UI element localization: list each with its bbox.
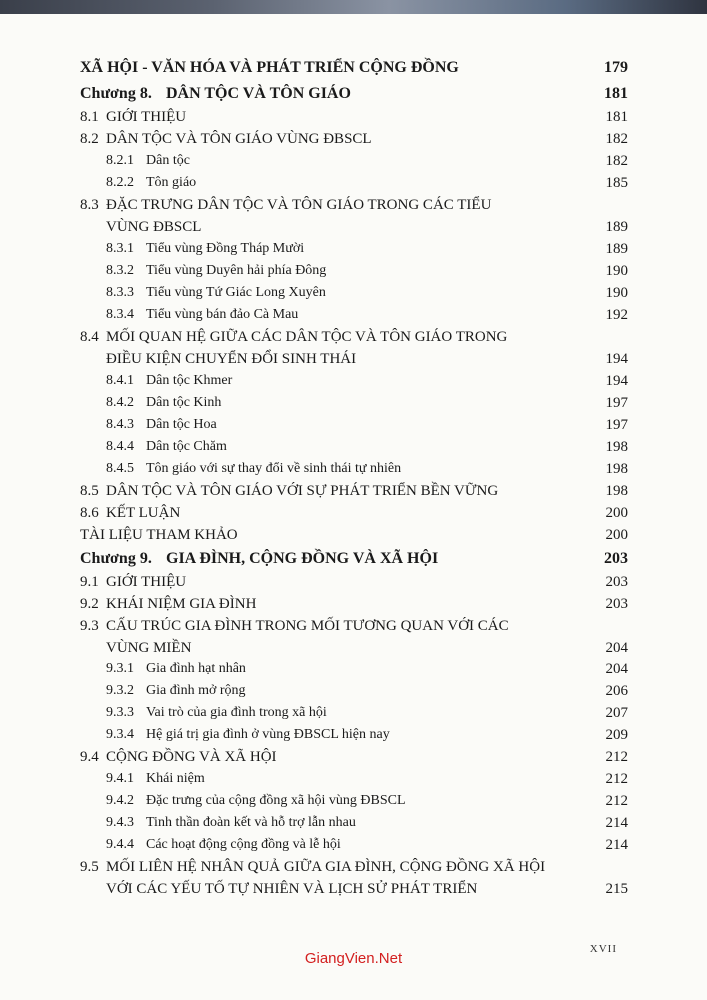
toc-entry-title: GIỚI THIỆU [106, 109, 187, 125]
toc-entry-title-continued: VÙNG MIỀN [106, 640, 192, 656]
toc-entry-page-number: 204 [605, 661, 628, 677]
toc-entry-page-number: 194 [605, 373, 628, 389]
toc-entry-page-number: 190 [605, 285, 628, 301]
toc-entry-number: 9.4.3 [106, 815, 134, 830]
toc-entry-page-number: 192 [605, 307, 628, 323]
toc-entry-title: Khái niệm [146, 771, 205, 786]
toc-entry-title: XÃ HỘI - VĂN HÓA VÀ PHÁT TRIỂN CỘNG ĐỒNG [80, 59, 459, 76]
toc-entry-page-number: 204 [605, 640, 628, 656]
toc-entry-page-number: 209 [605, 727, 628, 743]
toc-entry-page-number: 189 [605, 219, 628, 235]
toc-entry-title: MỐI QUAN HỆ GIỮA CÁC DÂN TỘC VÀ TÔN GIÁO TRONG [106, 329, 508, 345]
toc-entry-number: Chương 9. [80, 550, 152, 567]
toc-entry-number: 8.1 [80, 109, 99, 125]
toc-entry-page-number: 182 [605, 153, 628, 169]
toc-entry-page-number: 198 [605, 461, 628, 477]
toc-entry-page-number: 206 [605, 683, 628, 699]
toc-entry-page-number: 189 [605, 241, 628, 257]
toc-entry-page-number: 198 [605, 483, 628, 499]
toc-entry-title: Vai trò của gia đình trong xã hội [146, 705, 327, 720]
toc-entry-title: KẾT LUẬN [106, 505, 181, 521]
toc-entry-number: 9.1 [80, 574, 99, 590]
toc-entry-page-number: 194 [605, 351, 628, 367]
toc-entry-number: 9.3.2 [106, 683, 134, 698]
toc-entry-title: CẤU TRÚC GIA ĐÌNH TRONG MỐI TƯƠNG QUAN VỚI CÁC [106, 618, 509, 634]
toc-entry-number: 9.2 [80, 596, 99, 612]
toc-entry-number: 8.3.4 [106, 307, 134, 322]
toc-entry-title: ĐẶC TRƯNG DÂN TỘC VÀ TÔN GIÁO TRONG CÁC TIỂU [106, 197, 492, 213]
toc-entry-title: Đặc trưng của cộng đồng xã hội vùng ĐBSCL [146, 793, 406, 808]
toc-entry-title: Dân tộc Khmer [146, 373, 233, 388]
toc-entry-title: Tiểu vùng Duyên hải phía Đông [146, 263, 327, 278]
toc-entry-number: 8.3.2 [106, 263, 134, 278]
toc-entry-number: 8.6 [80, 505, 99, 521]
toc-entry-page-number: 198 [605, 439, 628, 455]
toc-entry-title: GIA ĐÌNH, CỘNG ĐỒNG VÀ XÃ HỘI [166, 550, 439, 567]
toc-entry-number: 9.4.1 [106, 771, 134, 786]
toc-entry-page-number: 181 [604, 85, 628, 102]
toc-entry-title-continued: VỚI CÁC YẾU TỐ TỰ NHIÊN VÀ LỊCH SỬ PHÁT TRIỂN [106, 881, 478, 897]
toc-entry-number: 9.4.2 [106, 793, 134, 808]
toc-entry-number: 9.3.3 [106, 705, 134, 720]
toc-entry-title: Tiểu vùng Đồng Tháp Mười [146, 241, 305, 256]
toc-entry-page-number: 214 [605, 837, 628, 853]
toc-entry-title: Tinh thần đoàn kết và hỗ trợ lẫn nhau [146, 815, 356, 830]
toc-entry-page-number: 212 [605, 771, 628, 787]
toc-entry-title: Các hoạt động cộng đồng và lễ hội [146, 837, 341, 852]
toc-entry-page-number: 197 [605, 395, 628, 411]
toc-entry-title: Dân tộc [146, 153, 190, 168]
toc-entry-page-number: 212 [605, 749, 628, 765]
toc-entry-number: 8.3.1 [106, 241, 134, 256]
toc-entry-number: 9.4.4 [106, 837, 134, 852]
toc-entry-number: 8.4 [80, 329, 99, 345]
toc-entry-title: Dân tộc Kinh [146, 395, 222, 410]
toc-entry-title: Tiểu vùng bán đảo Cà Mau [146, 307, 299, 322]
toc-entry-number: 9.4 [80, 749, 99, 765]
toc-entry-page-number: 203 [604, 550, 628, 567]
toc-entry-page-number: 190 [605, 263, 628, 279]
toc-entry-number: 9.5 [80, 859, 99, 875]
toc-entry-number: 8.4.5 [106, 461, 134, 476]
toc-entry-number: 8.2.2 [106, 175, 134, 190]
toc-entry-title: MỐI LIÊN HỆ NHÂN QUẢ GIỮA GIA ĐÌNH, CỘNG ĐỒNG XÃ HỘI [106, 859, 546, 875]
toc-entry-title: Gia đình hạt nhân [146, 661, 246, 676]
toc-entry-number: 8.4.3 [106, 417, 134, 432]
toc-entry-page-number: 215 [605, 881, 628, 897]
toc-entry-title: TÀI LIỆU THAM KHẢO [80, 527, 238, 543]
toc-entry-page-number: 212 [605, 793, 628, 809]
toc-entry-page-number: 197 [605, 417, 628, 433]
toc-entry-title-continued: ĐIỀU KIỆN CHUYỂN ĐỔI SINH THÁI [106, 351, 357, 367]
toc-entry-title: Tôn giáo [146, 175, 197, 190]
toc-entry-title: DÂN TỘC VÀ TÔN GIÁO VÙNG ĐBSCL [106, 131, 372, 147]
footer-page-number: XVII [589, 943, 617, 955]
toc-entry-title: Dân tộc Hoa [146, 417, 217, 432]
toc-entry-page-number: 179 [604, 59, 628, 76]
toc-entry-number: 8.4.2 [106, 395, 134, 410]
toc-entry-title: Gia đình mở rộng [146, 683, 246, 698]
toc-entry-title: DÂN TỘC VÀ TÔN GIÁO VỚI SỰ PHÁT TRIỂN BỀN VỮNG [106, 483, 499, 499]
toc-entry-number: Chương 8. [80, 85, 152, 102]
toc-entry-number: 9.3.1 [106, 661, 134, 676]
toc-entry-number: 8.4.1 [106, 373, 134, 388]
toc-entry-page-number: 214 [605, 815, 628, 831]
toc-entry-title: Tiểu vùng Tứ Giác Long Xuyên [146, 285, 326, 300]
top-edge-strip [0, 0, 707, 14]
toc-entry-number: 8.2.1 [106, 153, 134, 168]
toc-entry-number: 8.2 [80, 131, 99, 147]
toc-entry-page-number: 200 [605, 505, 628, 521]
toc-entry-number: 8.3.3 [106, 285, 134, 300]
toc-entry-page-number: 207 [605, 705, 628, 721]
toc-entry-page-number: 182 [605, 131, 628, 147]
toc-entry-page-number: 203 [605, 574, 628, 590]
toc-entry-title: KHÁI NIỆM GIA ĐÌNH [106, 596, 257, 612]
toc-entry-number: 8.5 [80, 483, 99, 499]
watermark-text: GiangVien.Net [304, 950, 403, 967]
toc-entry-title: Tôn giáo với sự thay đổi về sinh thái tự nhiên [146, 461, 402, 476]
toc-entry-title: Hệ giá trị gia đình ở vùng ĐBSCL hiện nay [146, 727, 390, 742]
toc-entry-title: DÂN TỘC VÀ TÔN GIÁO [166, 85, 351, 102]
toc-entry-number: 8.4.4 [106, 439, 134, 454]
toc-entry-title: Dân tộc Chăm [146, 439, 227, 454]
toc-entry-number: 9.3 [80, 618, 99, 634]
toc-entry-number: 8.3 [80, 197, 99, 213]
toc-entry-page-number: 181 [605, 109, 628, 125]
toc-entry-page-number: 185 [605, 175, 628, 191]
toc-entry-page-number: 203 [605, 596, 628, 612]
toc-entry-title: GIỚI THIỆU [106, 574, 187, 590]
toc-entry-title-continued: VÙNG ĐBSCL [106, 219, 202, 235]
toc-entry-title: CỘNG ĐỒNG VÀ XÃ HỘI [106, 749, 277, 765]
toc-entry-page-number: 200 [605, 527, 628, 543]
toc-entry-number: 9.3.4 [106, 727, 134, 742]
